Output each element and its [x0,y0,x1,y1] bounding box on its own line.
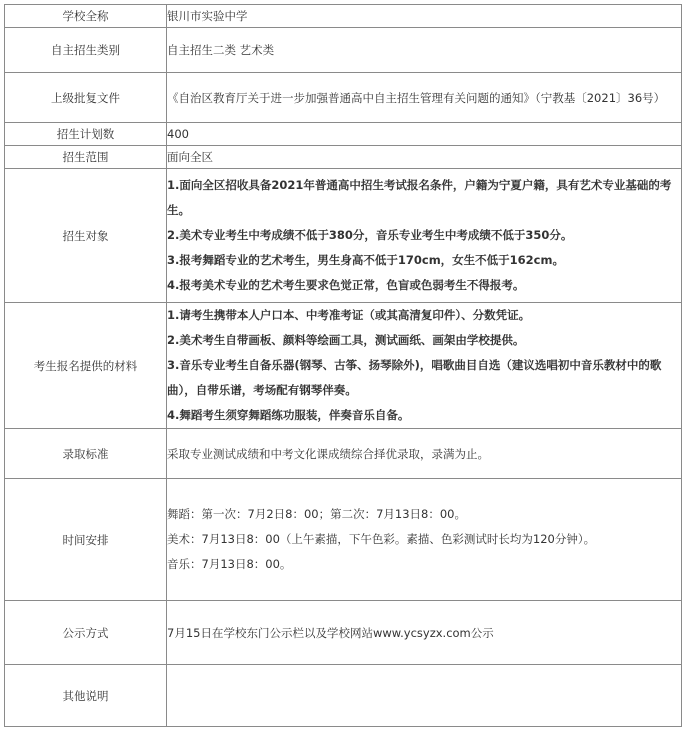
list-item: 3.报考舞蹈专业的艺术考生，男生身高不低于170cm，女生不低于162cm。 [167,253,564,267]
table-row [5,28,682,73]
table-row [5,146,682,169]
admissions-info-table [4,4,682,727]
table-row [5,601,682,665]
table-row [5,5,682,28]
list-item: 2.美术考生自带画板、颜料等绘画工具，测试画纸、画架由学校提供。 [167,333,525,347]
row-label: 招生对象 [5,169,167,303]
row-label: 录取标准 [5,429,167,479]
admission-standard-value: 采取专业测试成绩和中考文化课成绩综合择优录取，录满为止。 [167,429,682,479]
row-label: 招生范围 [5,146,167,169]
table-row [5,73,682,123]
list-item: 1.面向全区招收具备2021年普通高中招生考试报名条件，户籍为宁夏户籍，具有艺术专业基础的考生。 [167,178,672,217]
publicity-method-value: 7月15日在学校东门公示栏以及学校网站www.ycsyzx.com公示 [167,601,682,665]
other-notes-value [167,665,682,727]
enrollment-scope-value: 面向全区 [167,146,682,169]
list-item: 1.请考生携带本人户口本、中考准考证（或其高清复印件）、分数凭证。 [167,308,531,322]
approval-document-value: 《自治区教育厅关于进一步加强普通高中自主招生管理有关问题的通知》（宁教基〔2021〕36号） [167,73,682,123]
row-label: 学校全称 [5,5,167,28]
school-name-value: 银川市实验中学 [167,5,682,28]
row-label: 其他说明 [5,665,167,727]
eligibility-list [167,169,682,303]
admission-category-value: 自主招生二类 艺术类 [167,28,682,73]
list-item: 4.舞蹈考生须穿舞蹈练功服装，伴奏音乐自备。 [167,408,410,422]
table-row [5,123,682,146]
list-item: 2.美术专业考生中考成绩不低于380分，音乐专业考生中考成绩不低于350分。 [167,228,573,242]
materials-list [167,303,682,429]
schedule-list [167,479,682,601]
table-row [5,303,682,429]
table-row [5,169,682,303]
row-label: 公示方式 [5,601,167,665]
list-item: 美术：7月13日8：00（上午素描，下午色彩。素描、色彩测试时长均为120分钟）。 [167,532,596,546]
table-row [5,429,682,479]
row-label: 考生报名提供的材料 [5,303,167,429]
table-row [5,665,682,727]
list-item: 音乐：7月13日8：00。 [167,557,292,571]
enrollment-plan-value: 400 [167,123,682,146]
list-item: 4.报考美术专业的艺术考生要求色觉正常，色盲或色弱考生不得报考。 [167,278,525,292]
row-label: 招生计划数 [5,123,167,146]
table-row [5,479,682,601]
list-item: 3.音乐专业考生自备乐器(钢琴、古筝、扬琴除外)，唱歌曲目自选（建议选唱初中音乐教材中的歌曲），自带乐谱，考场配有钢琴伴奏。 [167,358,662,397]
row-label: 上级批复文件 [5,73,167,123]
row-label: 自主招生类别 [5,28,167,73]
row-label: 时间安排 [5,479,167,601]
list-item: 舞蹈：第一次：7月2日8：00；第二次：7月13日8：00。 [167,507,466,521]
